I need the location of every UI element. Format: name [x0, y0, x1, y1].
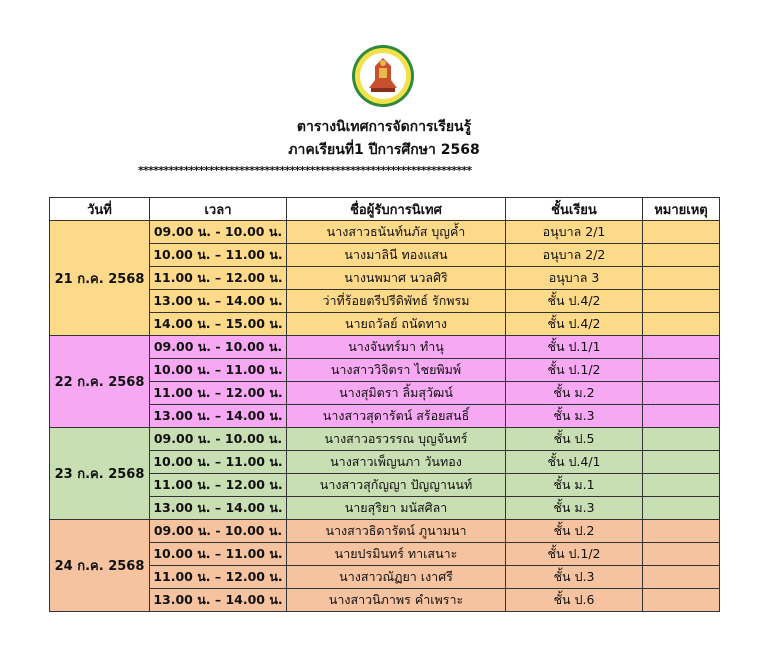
time-cell: 11.00 น. – 12.00 น.: [150, 267, 287, 290]
header-time: เวลา: [150, 198, 287, 221]
date-cell: 24 ก.ค. 2568: [50, 520, 150, 612]
separator-line: ******************************************************************: [138, 164, 472, 177]
table-row: [50, 497, 720, 520]
supervisee-cell: นางสาวอรวรรณ บุญจันทร์: [287, 428, 506, 451]
table-row: [50, 451, 720, 474]
supervisee-cell: นางนพมาศ นวลศิริ: [287, 267, 506, 290]
table-row: [50, 221, 720, 244]
note-cell: [643, 359, 720, 382]
page-subtitle: ภาคเรียนที่1 ปีการศึกษา 2568: [288, 142, 480, 158]
note-cell: [643, 451, 720, 474]
table-row: [50, 244, 720, 267]
class-cell: ชั้น ป.6: [506, 589, 643, 612]
table-row: [50, 405, 720, 428]
supervisee-cell: นายปรมินทร์ ทาเสนาะ: [287, 543, 506, 566]
time-cell: 10.00 น. – 11.00 น.: [150, 359, 287, 382]
note-cell: [643, 336, 720, 359]
supervisee-cell: นายถวัลย์ ถนัดทาง: [287, 313, 506, 336]
class-cell: ชั้น ป.1/2: [506, 359, 643, 382]
school-emblem-logo: [351, 44, 415, 108]
supervisee-cell: นางสาวเพ็ญนภา วันทอง: [287, 451, 506, 474]
time-cell: 10.00 น. – 11.00 น.: [150, 244, 287, 267]
date-cell: 21 ก.ค. 2568: [50, 221, 150, 336]
table-row: [50, 589, 720, 612]
note-cell: [643, 566, 720, 589]
note-cell: [643, 221, 720, 244]
time-cell: 13.00 น. – 14.00 น.: [150, 589, 287, 612]
note-cell: [643, 382, 720, 405]
note-cell: [643, 290, 720, 313]
table-row: [50, 428, 720, 451]
page-title: ตารางนิเทศการจัดการเรียนรู้: [296, 119, 472, 135]
note-cell: [643, 313, 720, 336]
time-cell: 09.00 น. - 10.00 น.: [150, 520, 287, 543]
header-supervisee: ชื่อผู้รับการนิเทศ: [287, 198, 506, 221]
class-cell: ชั้น ป.4/2: [506, 290, 643, 313]
class-cell: ชั้น ป.4/2: [506, 313, 643, 336]
note-cell: [643, 543, 720, 566]
class-cell: ชั้น ป.3: [506, 566, 643, 589]
supervision-schedule-table: [49, 197, 720, 612]
class-cell: ชั้น ม.3: [506, 405, 643, 428]
class-cell: ชั้น ม.1: [506, 474, 643, 497]
time-cell: 11.00 น. – 12.00 น.: [150, 474, 287, 497]
time-cell: 11.00 น. – 12.00 น.: [150, 566, 287, 589]
supervisee-cell: นางมาลินี ทองแสน: [287, 244, 506, 267]
table-row: [50, 290, 720, 313]
supervisee-cell: นางสาวนิภาพร คำเพราะ: [287, 589, 506, 612]
class-cell: อนุบาล 2/1: [506, 221, 643, 244]
note-cell: [643, 244, 720, 267]
class-cell: ชั้น ป.4/1: [506, 451, 643, 474]
class-cell: ชั้น ม.2: [506, 382, 643, 405]
note-cell: [643, 497, 720, 520]
note-cell: [643, 520, 720, 543]
supervisee-cell: นางสาวสุดารัตน์ สร้อยสนธิ์: [287, 405, 506, 428]
header-note: หมายเหตุ: [643, 198, 720, 221]
class-cell: ชั้น ป.1/1: [506, 336, 643, 359]
note-cell: [643, 589, 720, 612]
time-cell: 10.00 น. – 11.00 น.: [150, 451, 287, 474]
time-cell: 13.00 น. – 14.00 น.: [150, 405, 287, 428]
time-cell: 14.00 น. – 15.00 น.: [150, 313, 287, 336]
class-cell: ชั้น ป.5: [506, 428, 643, 451]
table-row: [50, 336, 720, 359]
class-cell: อนุบาล 3: [506, 267, 643, 290]
table-row: [50, 359, 720, 382]
supervisee-cell: นางสุมิตรา ลิ้มสุวัฒน์: [287, 382, 506, 405]
note-cell: [643, 267, 720, 290]
note-cell: [643, 474, 720, 497]
table-row: [50, 566, 720, 589]
supervisee-cell: ว่าที่ร้อยตรีปรีดิพัทธ์ รักพรม: [287, 290, 506, 313]
date-cell: 22 ก.ค. 2568: [50, 336, 150, 428]
supervisee-cell: นางสาวธนันท์นภัส บุญค้ำ: [287, 221, 506, 244]
class-cell: ชั้น ป.2: [506, 520, 643, 543]
table-row: [50, 543, 720, 566]
table-header-row: [50, 198, 720, 221]
class-cell: ชั้น ป.1/2: [506, 543, 643, 566]
table-row: [50, 474, 720, 497]
supervisee-cell: นางสาววิจิตรา ไชยพิมพ์: [287, 359, 506, 382]
time-cell: 11.00 น. – 12.00 น.: [150, 382, 287, 405]
table-row: [50, 520, 720, 543]
supervisee-cell: นางสาวณัฏยา เงาศรี: [287, 566, 506, 589]
supervisee-cell: นางจันทร์มา ทำนุ: [287, 336, 506, 359]
supervisee-cell: นายสุริยา มนัสศิลา: [287, 497, 506, 520]
note-cell: [643, 405, 720, 428]
date-cell: 23 ก.ค. 2568: [50, 428, 150, 520]
supervisee-cell: นางสาวสุกัญญา ปัญญานนท์: [287, 474, 506, 497]
table-row: [50, 267, 720, 290]
time-cell: 09.00 น. - 10.00 น.: [150, 221, 287, 244]
time-cell: 13.00 น. – 14.00 น.: [150, 290, 287, 313]
header-date: วันที่: [50, 198, 150, 221]
supervisee-cell: นางสาวธิดารัตน์ ภูนามนา: [287, 520, 506, 543]
header-class: ชั้นเรียน: [506, 198, 643, 221]
time-cell: 13.00 น. – 14.00 น.: [150, 497, 287, 520]
time-cell: 10.00 น. – 11.00 น.: [150, 543, 287, 566]
table-row: [50, 382, 720, 405]
class-cell: ชั้น ม.3: [506, 497, 643, 520]
note-cell: [643, 428, 720, 451]
time-cell: 09.00 น. - 10.00 น.: [150, 428, 287, 451]
class-cell: อนุบาล 2/2: [506, 244, 643, 267]
time-cell: 09.00 น. - 10.00 น.: [150, 336, 287, 359]
table-row: [50, 313, 720, 336]
